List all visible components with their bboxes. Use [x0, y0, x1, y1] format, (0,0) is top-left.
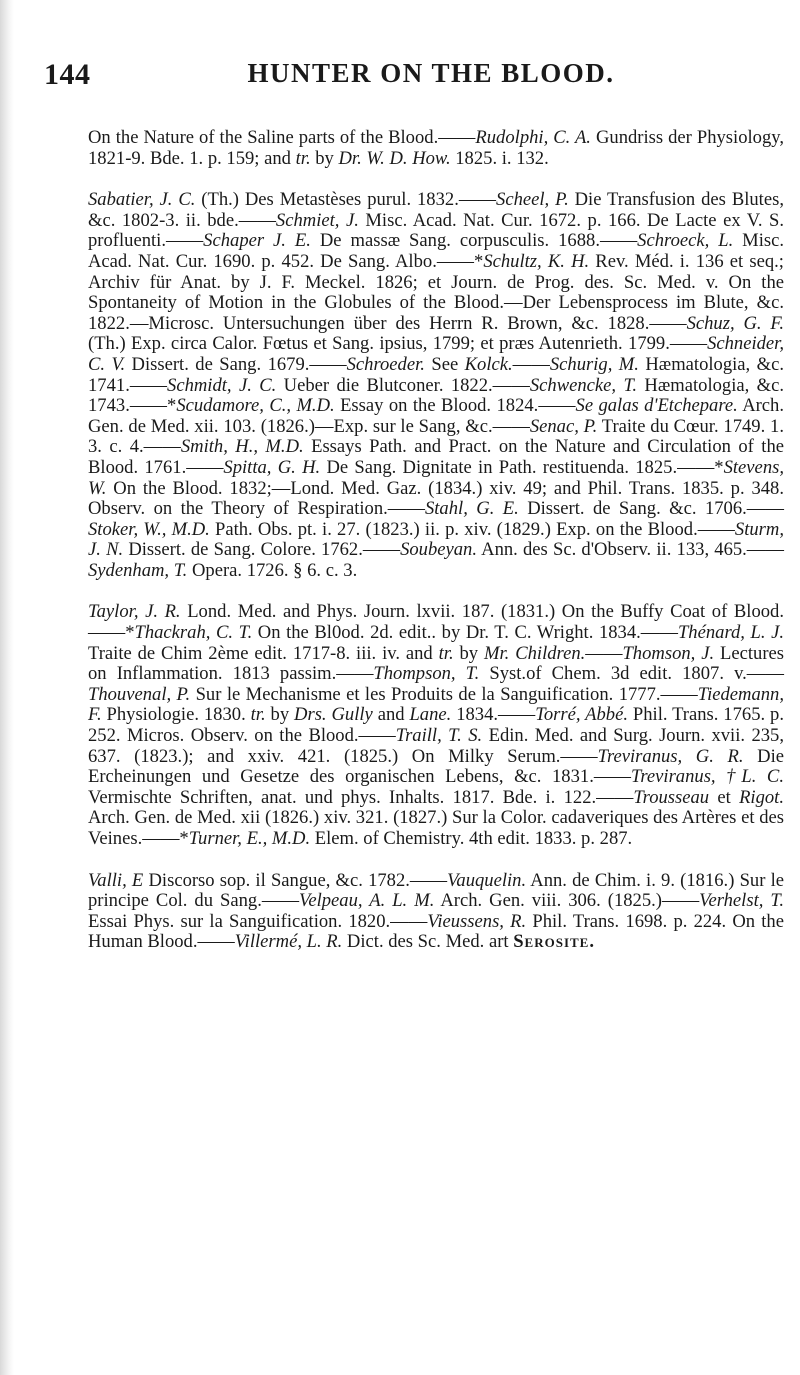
author-name: Schroeder. — [346, 353, 425, 375]
author-name: Sturm, J. N. — [88, 518, 784, 561]
citation-text: Rev. Méd. i. 136 et seq.; Archiv für Anat. by J. F. Meckel. 1826; et Journ. de Prog. des. Sc. Med. v. On the Spontaneity of Motion in the Globules of the Blood.—Der Lebensprocess im Blute, &c. 1822.—Microsc. Untersuchungen über des Herrn R. Brown, &c. 1828.—— — [88, 250, 784, 334]
author-name: Soubeyan. — [400, 539, 477, 561]
citation-text: Vermischte Schriften, anat. und phys. Inhalts. 1817. Bde. i. 122.—— — [88, 786, 634, 808]
author-name: Sydenham, T. — [88, 559, 188, 581]
author-name: Dr. W. D. How. — [338, 147, 451, 169]
author-name: Mr. Children. — [484, 642, 586, 664]
citation-text: De Sang. Dignitate in Path. restituenda. 1825.——* — [320, 456, 724, 478]
author-name: Rigot. — [739, 786, 784, 808]
citation-text: Dissert. de Sang. Colore. 1762.—— — [123, 539, 401, 561]
citation-text: Path. Obs. pt. i. 27. (1823.) ii. p. xiv. (1829.) Exp. on the Blood.—— — [209, 518, 735, 540]
citation-text: by — [265, 704, 295, 726]
author-name: Schmidt, J. C. — [167, 374, 277, 396]
author-name: Traill, T. S. — [395, 725, 483, 747]
citation-text: by — [310, 147, 339, 169]
citation-text: (Th.) Des Metastèses purul. 1832.—— — [195, 189, 497, 211]
small-caps-term: Serosite. — [513, 931, 595, 953]
author-name: Thompson, T. — [373, 663, 480, 685]
author-name: Treviranus, G. R. — [597, 745, 744, 767]
citation-text: Discorso sop. il Sangue, &c. 1782.—— — [143, 869, 448, 891]
author-name: Schultz, K. H. — [483, 250, 590, 272]
bibliography-paragraph — [88, 871, 784, 953]
citation-text: Arch. Gen. de Med. xii. 103. (1826.)—Exp. sur le Sang, &c.—— — [88, 395, 785, 437]
citation-text: Misc. Acad. Nat. Cur. 1672. p. 166. De Lacte ex V. S. profluenti.—— — [88, 209, 784, 252]
citation-text: Traite de Chim 2ème edit. 1717-8. iii. iv. and — [88, 642, 439, 664]
citation-text: Ann. de Chim. i. 9. (1816.) Sur le principe Col. du Sang.—— — [88, 869, 785, 912]
bibliography-paragraph — [88, 602, 784, 849]
author-name: Stoker, W., M.D. — [88, 518, 210, 540]
author-name: Scudamore, C., M.D. — [176, 395, 335, 417]
author-name: Thackrah, C. T. — [134, 622, 253, 644]
author-name: Rudolphi, C. A. — [475, 127, 591, 148]
author-name: Turner, E., M.D. — [188, 828, 311, 849]
author-name: Torré, Abbé. — [535, 704, 628, 726]
citation-text: Syst.of Chem. 3d edit. 1807. v.—— — [479, 663, 784, 685]
citation-text: Arch. Gen. viii. 306. (1825.)—— — [434, 890, 700, 912]
running-head: HUNTER ON THE BLOOD. — [247, 58, 615, 88]
citation-text: Gundriss der Physiology, 1821-9. Bde. 1. p. 159; and — [88, 127, 785, 169]
citation-text: by — [453, 642, 484, 664]
page-header — [44, 58, 788, 98]
author-name: Spitta, G. H. — [223, 456, 321, 478]
author-name: tr. — [438, 642, 454, 664]
bibliography-body — [88, 128, 784, 953]
bibliography-paragraph — [88, 190, 784, 581]
author-name: Valli, E — [88, 869, 144, 891]
author-name: Senac, P. — [529, 415, 598, 437]
page-number: 144 — [44, 58, 91, 91]
citation-text: Elem. of Chemistry. 4th edit. 1833. p. 287. — [310, 828, 633, 849]
citation-text: Sur le Mechanisme et les Produits de la Sanguification. 1777.—— — [190, 683, 698, 705]
author-name: Villermé, L. R. — [234, 931, 343, 953]
citation-text: Misc. Acad. Nat. Cur. 1690. p. 452. De Sang. Albo.——* — [88, 230, 785, 272]
author-name: Drs. Gully — [294, 704, 373, 726]
author-name: Se galas d'Etchepare. — [575, 395, 738, 417]
citation-text: —— — [585, 642, 623, 664]
citation-text: See — [424, 353, 465, 375]
author-name: Schmiet, J. — [275, 209, 359, 231]
author-name: Trousseau — [633, 786, 710, 808]
citation-text: Opera. 1726. § 6. c. 3. — [187, 559, 358, 581]
author-name: Schroeck, L. — [637, 230, 734, 252]
author-name: Kolck. — [464, 353, 513, 375]
author-name: Scheel, P. — [496, 189, 569, 211]
author-name: Stahl, G. E. — [424, 498, 519, 520]
citation-text: Hæmatologia, &c. 1741.—— — [88, 353, 785, 396]
citation-text: Phil. Trans. 1765. p. 252. Micros. Observ. on the Blood.—— — [88, 704, 784, 747]
citation-text: De massæ Sang. corpusculis. 1688.—— — [310, 230, 638, 252]
author-name: Smith, H., M.D. — [180, 436, 304, 458]
citation-text: Hæmatologia, &c. 1743.——* — [88, 374, 784, 417]
citation-text: On the Blood. 1832;—Lond. Med. Gaz. (1834.) xiv. 49; and Phil. Trans. 1835. p. 348. Observ. on the Theory of Respiration.—— — [88, 477, 784, 520]
citation-text: et — [709, 786, 740, 808]
author-name: Schuz, G. F. — [686, 312, 784, 334]
citation-text: Essai Phys. sur la Sanguification. 1820.—— — [88, 910, 428, 932]
citation-text: 1825. i. 132. — [450, 147, 549, 169]
author-name: Lane. — [409, 704, 452, 726]
binding-gutter-shadow — [0, 0, 14, 1375]
citation-text: 1834.—— — [451, 704, 536, 726]
author-name: Schneider, C. V. — [88, 333, 784, 375]
citation-text: and — [372, 704, 410, 726]
citation-text: Phil. Trans. 1698. p. 224. On the Human Blood.—— — [88, 910, 784, 953]
author-name: Thénard, L. J. — [677, 622, 784, 644]
citation-text: Die Transfusion des Blutes, &c. 1802-3. ii. bde.—— — [88, 189, 784, 231]
author-name: tr. — [295, 147, 311, 169]
author-name: Sabatier, J. C. — [88, 189, 196, 211]
citation-text: On the Bl0od. 2d. edit.. by Dr. T. C. Wright. 1834.—— — [252, 622, 678, 644]
bibliography-paragraph — [88, 128, 784, 169]
author-name: Schaper J. E. — [203, 230, 311, 252]
author-name: Schwencke, T. — [529, 374, 638, 396]
citation-text: Traite du Cœur. 1749. 1. 3. c. 4.—— — [88, 415, 784, 458]
author-name: Stevens, W. — [88, 456, 784, 499]
citation-text: Essays Path. and Pract. on the Nature and Circulation of the Blood. 1761.—— — [88, 436, 784, 478]
author-name: Thouvenal, P. — [88, 683, 191, 705]
author-name: Velpeau, A. L. M. — [299, 890, 435, 912]
author-name: Treviranus, †L. C. — [631, 766, 784, 788]
author-name: Taylor, J. R. — [88, 601, 181, 623]
citation-text: (Th.) Exp. circa Calor. Fœtus et Sang. ipsius, 1799; et præs Autenrieth. 1799.—— — [88, 333, 708, 355]
author-name: tr. — [250, 704, 266, 726]
author-name: Vauquelin. — [447, 869, 527, 891]
citation-text: Lond. Med. and Phys. Journ. lxvii. 187. (1831.) On the Buffy Coat of Blood.——* — [88, 601, 784, 644]
citation-text: Essay on the Blood. 1824.—— — [334, 395, 576, 417]
citation-text: Physiologie. 1830. — [101, 704, 251, 726]
citation-text: On the Nature of the Saline parts of the Blood.—— — [88, 127, 476, 148]
author-name: Thomson, J. — [622, 642, 715, 664]
citation-text: Dissert. de Sang. 1679.—— — [125, 353, 347, 375]
citation-text: —— — [512, 353, 550, 375]
citation-text: Dissert. de Sang. &c. 1706.—— — [518, 498, 784, 520]
author-name: Vieussens, R. — [427, 910, 527, 932]
author-name: Schurig, M. — [549, 353, 639, 375]
citation-text: Dict. des Sc. Med. art — [342, 931, 514, 953]
author-name: Verhelst, T. — [699, 890, 784, 912]
citation-text: Edin. Med. and Surg. Journ. xvii. 235, 637. (1823.); and xxiv. 421. (1825.) On Milky Serum.—— — [88, 725, 784, 767]
citation-text: Lectures on Inflammation. 1813 passim.—— — [88, 642, 785, 685]
citation-text: Ueber die Blutconer. 1822.—— — [276, 374, 530, 396]
citation-text: Arch. Gen. de Med. xii (1826.) xiv. 321. (1827.) Sur la Color. cadaveriques des Artères et des Veines.——* — [88, 807, 784, 849]
citation-text: Ann. des Sc. d'Observ. ii. 133, 465.—— — [477, 539, 784, 561]
author-name: Tiedemann, F. — [88, 683, 784, 726]
citation-text: Die Ercheinungen und Gesetze des organischen Lebens, &c. 1831.—— — [88, 745, 784, 788]
